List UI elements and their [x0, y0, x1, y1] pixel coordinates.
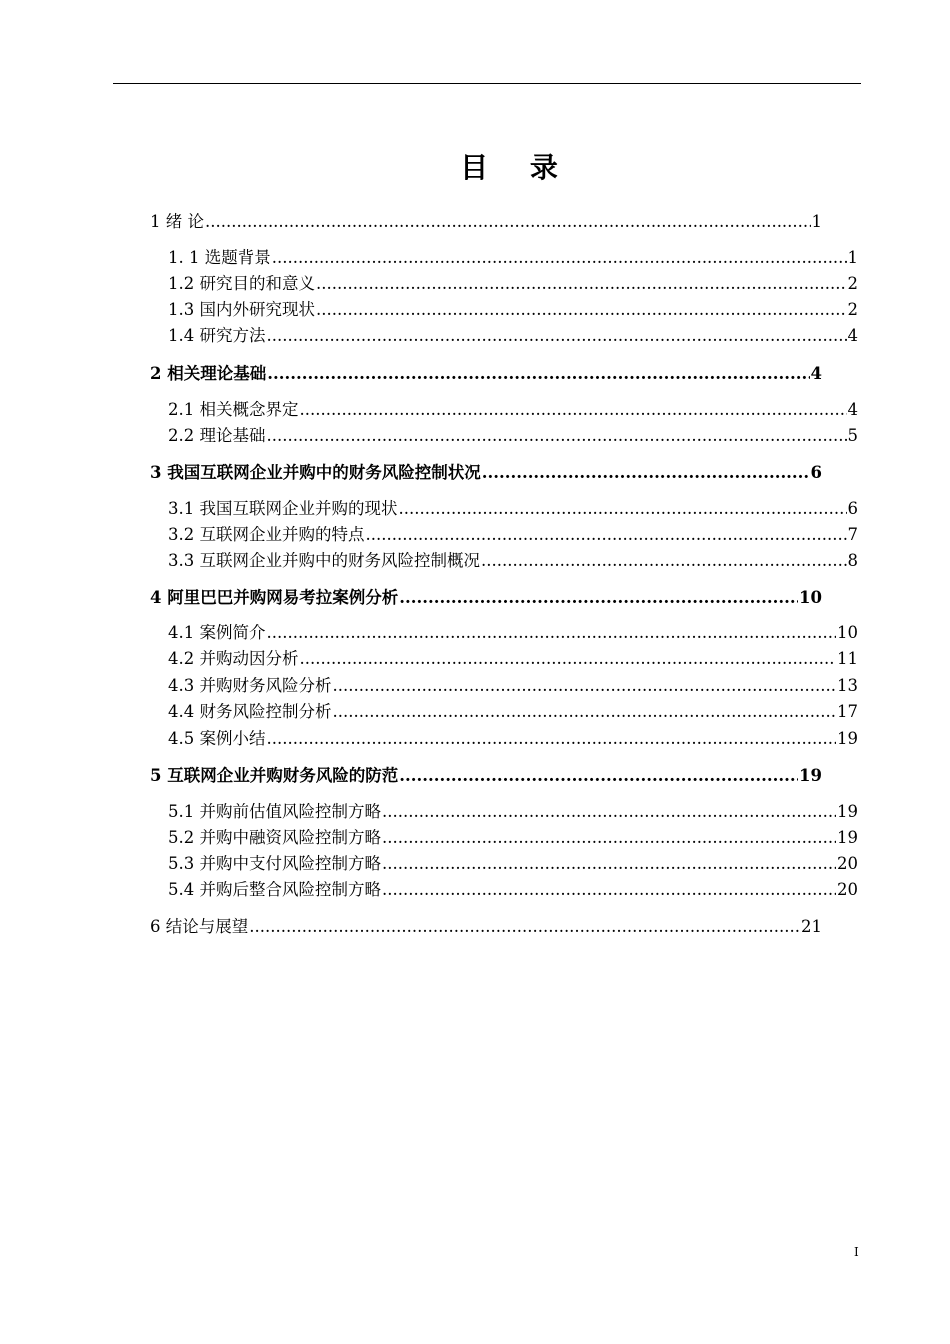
toc-entry-page: 5 — [847, 426, 858, 445]
toc-entry-page: 6 — [847, 499, 858, 518]
toc-dot-leader — [300, 399, 847, 421]
toc-entry-page: 8 — [847, 551, 858, 570]
toc-entry[interactable] — [150, 363, 822, 385]
header-rule — [113, 83, 861, 84]
toc-dot-leader — [333, 701, 837, 723]
toc-entry[interactable] — [168, 879, 858, 901]
toc-entry[interactable] — [168, 801, 858, 823]
toc-entry[interactable] — [168, 622, 858, 644]
toc-entry-page: 2 — [847, 274, 858, 293]
toc-entry[interactable] — [168, 399, 858, 421]
toc-entry[interactable] — [168, 325, 858, 347]
toc-dot-leader — [316, 299, 847, 321]
toc-entry-page: 4 — [810, 364, 822, 383]
toc-dot-leader — [267, 728, 837, 750]
toc-entry-label: 4.4 财务风险控制分析 — [168, 702, 332, 721]
toc-entry-label: 1.3 国内外研究现状 — [168, 300, 315, 319]
toc-entry-page: 20 — [837, 854, 858, 873]
toc-dot-leader — [249, 916, 800, 938]
toc-entry-page: 4 — [847, 400, 858, 419]
toc-entry[interactable] — [150, 462, 822, 484]
toc-entry-page: 10 — [837, 623, 858, 642]
toc-entry-label: 6 结论与展望 — [150, 917, 249, 936]
toc-entry[interactable] — [168, 827, 858, 849]
toc-entry-page: 20 — [837, 880, 858, 899]
toc-dot-leader — [267, 325, 847, 347]
toc-dot-leader — [382, 879, 836, 901]
toc-entry-page: 19 — [837, 828, 858, 847]
toc-entry-label: 5.4 并购后整合风险控制方略 — [168, 880, 381, 899]
toc-dot-leader — [382, 827, 836, 849]
toc-dot-leader — [481, 550, 847, 572]
toc-entry-label: 5.3 并购中支付风险控制方略 — [168, 854, 381, 873]
toc-entry[interactable] — [168, 299, 858, 321]
toc-dot-leader — [205, 211, 811, 233]
toc-entry-label: 5.2 并购中融资风险控制方略 — [168, 828, 381, 847]
toc-dot-leader — [482, 462, 810, 484]
toc-title: 目 录 — [460, 151, 574, 184]
toc-entry-label: 1.2 研究目的和意义 — [168, 274, 315, 293]
toc-entry-page: 17 — [837, 702, 858, 721]
toc-dot-leader — [267, 622, 837, 644]
toc-entry[interactable] — [168, 273, 858, 295]
toc-entry-label: 4.3 并购财务风险分析 — [168, 676, 332, 695]
toc-dot-leader — [333, 675, 837, 697]
toc-entry-page: 19 — [837, 802, 858, 821]
toc-entry-page: 10 — [799, 588, 822, 607]
toc-entry-page: 13 — [837, 676, 858, 695]
toc-entry[interactable] — [168, 648, 858, 670]
toc-entry-label: 4.5 案例小结 — [168, 729, 266, 748]
toc-entry[interactable] — [168, 498, 858, 520]
toc-entry-label: 3.2 互联网企业并购的特点 — [168, 525, 365, 544]
toc-entry-label: 1.4 研究方法 — [168, 326, 266, 345]
toc-entry[interactable] — [168, 728, 858, 750]
toc-dot-leader — [399, 765, 798, 787]
toc-entry-label: 2.1 相关概念界定 — [168, 400, 299, 419]
toc-entry-page: 2 — [847, 300, 858, 319]
toc-entry[interactable] — [168, 524, 858, 546]
toc-dot-leader — [366, 524, 847, 546]
toc-entry-label: 2.2 理论基础 — [168, 426, 266, 445]
toc-entry-page: 7 — [847, 525, 858, 544]
toc-dot-leader — [300, 648, 837, 670]
toc-entry[interactable] — [168, 247, 858, 269]
toc-entry-label: 4.2 并购动因分析 — [168, 649, 299, 668]
page-number: I — [854, 1245, 859, 1259]
toc-entry-label: 3.1 我国互联网企业并购的现状 — [168, 499, 398, 518]
toc-entry-label: 5 互联网企业并购财务风险的防范 — [150, 766, 399, 785]
toc-entry-page: 19 — [837, 729, 858, 748]
toc-dot-leader — [382, 853, 836, 875]
toc-entry-page: 1 — [847, 248, 858, 267]
toc-entry[interactable] — [168, 853, 858, 875]
toc-entry-page: 21 — [801, 917, 822, 936]
toc-entry-label: 2 相关理论基础 — [150, 364, 267, 383]
toc-entry[interactable] — [150, 211, 822, 233]
toc-dot-leader — [399, 587, 798, 609]
toc-entry-label: 1. 1 选题背景 — [168, 248, 271, 267]
toc-entry-page: 4 — [847, 326, 858, 345]
toc-entry[interactable] — [168, 675, 858, 697]
toc-entry[interactable] — [168, 701, 858, 723]
toc-entry-page: 1 — [811, 212, 822, 231]
toc-entry-label: 4 阿里巴巴并购网易考拉案例分析 — [150, 588, 399, 607]
toc-entry-page: 6 — [810, 463, 822, 482]
toc-entry[interactable] — [150, 587, 822, 609]
toc-entry[interactable] — [168, 550, 858, 572]
toc-entry-label: 3 我国互联网企业并购中的财务风险控制状况 — [150, 463, 481, 482]
toc-entry[interactable] — [150, 765, 822, 787]
toc-entry-label: 1 绪 论 — [150, 212, 204, 231]
toc-entry-label: 4.1 案例简介 — [168, 623, 266, 642]
toc-dot-leader — [316, 273, 847, 295]
toc-dot-leader — [272, 247, 847, 269]
toc-entry[interactable] — [168, 425, 858, 447]
toc-dot-leader — [399, 498, 847, 520]
toc-entry-label: 3.3 互联网企业并购中的财务风险控制概况 — [168, 551, 480, 570]
toc-dot-leader — [382, 801, 836, 823]
toc-dot-leader — [267, 425, 847, 447]
toc-entry-page: 19 — [799, 766, 822, 785]
toc-dot-leader — [267, 363, 809, 385]
toc-entry-page: 11 — [837, 649, 858, 668]
toc-entry[interactable] — [150, 916, 822, 938]
toc-entry-label: 5.1 并购前估值风险控制方略 — [168, 802, 381, 821]
